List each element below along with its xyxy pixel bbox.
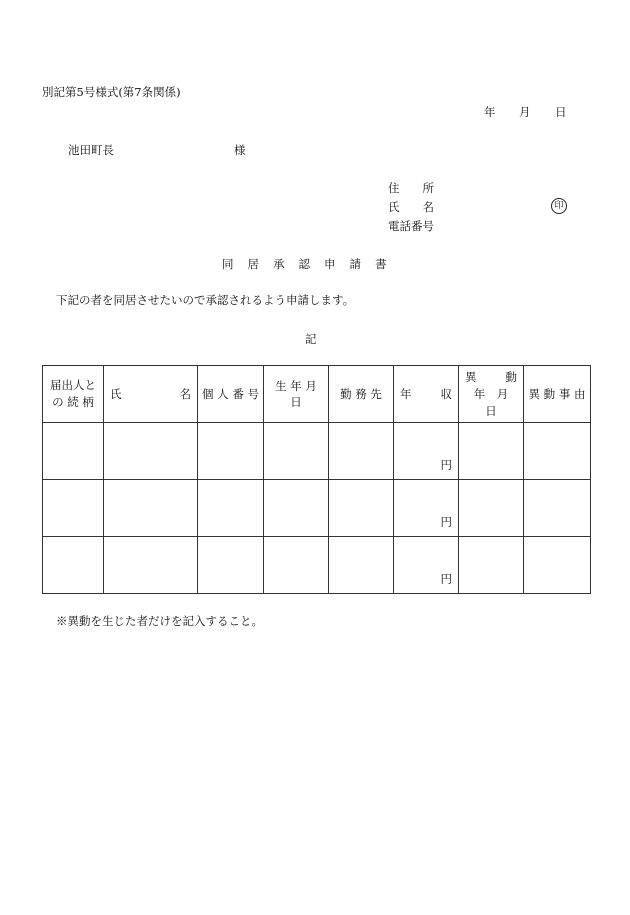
header-change-reason: 異 動 事 由 [524,366,591,423]
cell-change-date[interactable] [459,480,524,537]
date-day: 日 [555,105,567,119]
ki-heading: 記 [305,332,317,346]
table-row [43,537,591,594]
yen-unit: 円 [440,458,452,472]
yen-unit: 円 [440,572,452,586]
date-month: 月 [519,105,531,119]
cell-income[interactable] [394,537,459,594]
table-row [43,480,591,537]
cell-workplace[interactable] [329,423,394,480]
cell-name[interactable] [104,423,198,480]
header-relation: 届出人と の 続 柄 [43,366,104,423]
address-label: 住 所 [388,181,434,195]
cell-workplace[interactable] [329,537,394,594]
table-row [43,423,591,480]
cell-change-reason[interactable] [524,537,591,594]
header-birthdate: 生 年 月 日 [264,366,329,423]
date-year: 年 [484,105,496,119]
form-number: 別記第5号様式(第7条関係) [42,85,181,99]
header-name: 氏 名 [104,366,198,423]
cell-income[interactable] [394,480,459,537]
cell-name[interactable] [104,537,198,594]
phone-label: 電話番号 [388,219,434,233]
addressee-honorific: 様 [234,143,246,157]
cell-birthdate[interactable] [264,480,329,537]
cohabitant-table [42,365,591,594]
name-label: 氏 名 [388,200,434,214]
seal-mark: 印 [551,198,567,214]
cell-relation[interactable] [43,537,104,594]
cell-my-number[interactable] [198,537,264,594]
header-change-date: 異 動 年 月 日 [459,366,524,423]
header-my-number: 個 人 番 号 [198,366,264,423]
cell-birthdate[interactable] [264,537,329,594]
intro-text: 下記の者を同居させたいので承認されるよう申請します。 [56,293,355,307]
cell-change-date[interactable] [459,537,524,594]
cell-relation[interactable] [43,480,104,537]
cell-workplace[interactable] [329,480,394,537]
addressee-name: 池田町長 [68,143,114,157]
cell-relation[interactable] [43,423,104,480]
cell-income[interactable] [394,423,459,480]
cell-my-number[interactable] [198,423,264,480]
cell-change-date[interactable] [459,423,524,480]
yen-unit: 円 [440,515,452,529]
document-title: 同居承認申請書 [222,257,401,271]
cell-change-reason[interactable] [524,480,591,537]
footnote: ※異動を生じた者だけを記入すること。 [56,614,263,628]
cell-my-number[interactable] [198,480,264,537]
cell-birthdate[interactable] [264,423,329,480]
table-header-row [43,366,591,423]
header-workplace: 勤 務 先 [329,366,394,423]
cell-change-reason[interactable] [524,423,591,480]
header-income: 年 収 [394,366,459,423]
cell-name[interactable] [104,480,198,537]
